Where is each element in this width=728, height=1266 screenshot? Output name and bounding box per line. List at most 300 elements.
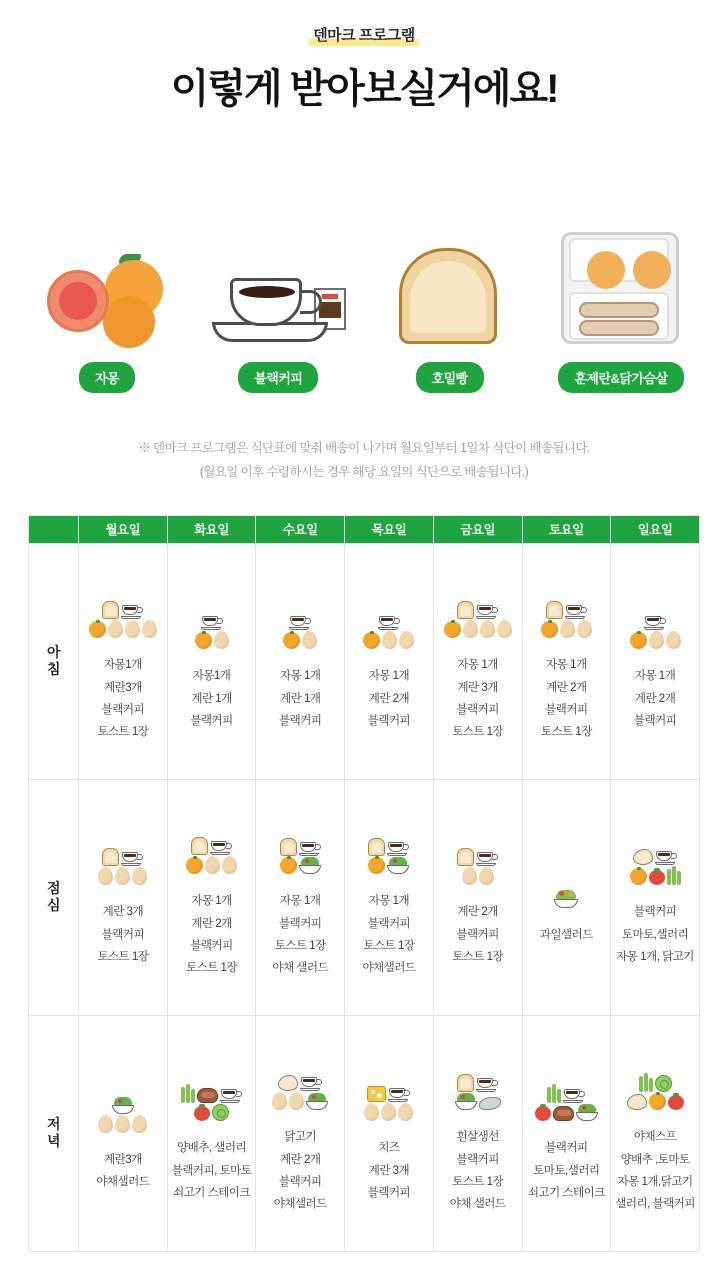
meal-icon-row <box>444 620 512 638</box>
meal-icon-group <box>347 587 431 649</box>
meal-item: 자몽1개 <box>103 659 142 672</box>
orange-icon <box>280 857 297 874</box>
toast-icon <box>368 838 385 856</box>
meal-item-list <box>347 1137 431 1204</box>
meal-cell <box>256 543 345 779</box>
meal-icon-row <box>644 615 666 630</box>
cup-icon <box>476 1077 498 1092</box>
meal-item: 샐러리, 블랙커피 <box>615 1198 695 1211</box>
meal-icon-group <box>170 587 254 649</box>
meal-item: 블랙커피 <box>367 1187 411 1200</box>
meal-item: 블랙커피 <box>367 917 411 930</box>
meal-item: 블랙커피 <box>545 704 588 716</box>
meal-cell <box>79 779 168 1015</box>
day-header-mon: 월요일 <box>79 515 168 543</box>
meal-item: 계란 2개 <box>546 681 587 694</box>
orange-icon <box>283 632 300 649</box>
meal-icon-row <box>554 890 578 908</box>
egg-icon <box>577 620 592 638</box>
egg-icon <box>125 620 140 638</box>
meal-item: 블랙커피 <box>101 928 145 941</box>
meal-icon-row <box>639 1073 672 1092</box>
cup-icon <box>220 1088 242 1103</box>
meal-icon-group <box>81 576 165 638</box>
meal-icon-row <box>102 848 143 866</box>
meal-icon-row <box>283 631 317 649</box>
notice-line-1: ※ 덴마크 프로그램은 식단표에 맞춰 배송이 나가며 월요일부터 1일차 식단이 배송됩니다. <box>138 441 590 455</box>
meal-cell <box>167 1015 256 1251</box>
meal-item-list <box>525 654 609 744</box>
meal-cell <box>345 543 434 779</box>
meal-label-breakfast: 아 침 <box>29 543 79 779</box>
cup-icon <box>565 604 587 619</box>
meal-icon-group <box>525 576 609 638</box>
meal-icon-row <box>102 601 143 619</box>
meal-icon-group <box>258 587 342 649</box>
meal-item: 블랙커피 <box>279 917 322 930</box>
meal-item-list <box>613 1126 697 1216</box>
meal-icon-row <box>547 1084 585 1103</box>
egg-icon <box>497 620 512 638</box>
food-item-smoked-egg-chicken <box>546 218 696 393</box>
meal-item: 토마토,샐러리 <box>621 928 689 941</box>
day-header-sun: 일요일 <box>611 515 700 543</box>
meal-item-list <box>258 665 342 732</box>
meal-item: 블랙커피 <box>279 1176 322 1188</box>
cabbage-icon <box>212 1104 229 1121</box>
tomato-icon <box>668 1095 684 1110</box>
egg-icon <box>560 620 575 638</box>
meal-icon-row <box>368 838 409 856</box>
day-header-tue: 화요일 <box>167 515 256 543</box>
meal-icon-row <box>455 1093 501 1110</box>
food-item-grapefruit <box>32 218 182 393</box>
meal-item: 토스트 1장 <box>540 726 592 739</box>
chicken-icon <box>278 1075 298 1091</box>
meal-item: 계란3개 <box>103 1153 142 1166</box>
meal-icon-row <box>98 867 147 885</box>
orange-icon <box>186 857 203 874</box>
cup-icon <box>299 841 321 856</box>
page-title: 이렇게 받아보실거에요! <box>170 67 558 111</box>
orange-icon <box>630 632 647 649</box>
toast-icon <box>280 838 297 856</box>
cup-icon <box>476 604 498 619</box>
meal-item: 자몽 1개 <box>368 895 410 908</box>
meal-item: 계란 2개 <box>634 692 676 705</box>
egg-icon <box>649 631 664 649</box>
meal-item: 계란3개 <box>103 681 142 694</box>
meal-icon-group <box>347 1059 431 1121</box>
food-item-rye-bread <box>375 218 525 393</box>
meal-cell <box>167 779 256 1015</box>
meal-icon-row <box>541 620 592 638</box>
meal-item: 자몽 1개 <box>634 670 676 683</box>
meal-item-list <box>613 901 697 968</box>
salad-icon <box>299 857 321 874</box>
meal-icon-row <box>280 838 321 856</box>
table-body <box>29 543 700 1251</box>
meal-cell <box>433 779 522 1015</box>
meal-cell <box>167 543 256 779</box>
cup-icon <box>121 604 143 619</box>
orange-icon <box>444 621 461 638</box>
meal-cell <box>611 1015 700 1251</box>
meal-item: 치즈 <box>378 1142 400 1155</box>
egg-icon <box>214 631 229 649</box>
cup-icon <box>201 615 223 630</box>
meal-item: 양배추 ,토마토 <box>620 1153 690 1166</box>
meal-icon-row <box>272 1092 328 1110</box>
meal-item: 블랙커피 <box>633 715 677 728</box>
table-row-breakfast <box>29 543 700 779</box>
tomato-icon <box>194 1106 210 1121</box>
meal-icon-row <box>194 1104 229 1121</box>
food-label: 자몽 <box>79 362 135 393</box>
cup-icon <box>210 840 232 855</box>
meal-item: 닭고기 <box>284 1131 317 1144</box>
cup-icon <box>388 1087 410 1102</box>
egg-icon <box>142 620 157 638</box>
meal-icon-group <box>170 812 254 874</box>
meal-item-list <box>436 1126 520 1216</box>
food-label: 훈제란&닭가슴살 <box>558 362 683 393</box>
meal-icon-group <box>613 1048 697 1110</box>
meal-icon-group <box>436 576 520 638</box>
meal-cell <box>611 779 700 1015</box>
food-label: 호밀빵 <box>416 362 484 393</box>
meal-item: 자몽 1개,닭고기 <box>617 1176 693 1188</box>
lunchbox-icon <box>546 218 696 348</box>
meal-icon-row <box>457 848 498 866</box>
chicken-icon <box>627 1094 647 1110</box>
meal-item: 토스트 1장 <box>274 940 326 952</box>
meal-item: 계란 2개 <box>280 1153 321 1166</box>
meal-item: 야채스프 <box>633 1131 677 1144</box>
meal-item: 토마토,샐러리 <box>533 1164 600 1177</box>
meal-icon-row <box>367 1086 410 1102</box>
meal-cell <box>522 543 611 779</box>
toast-icon <box>457 848 474 866</box>
meal-icon-row <box>633 849 677 865</box>
toast-icon <box>191 837 208 855</box>
meal-item-list <box>347 890 431 980</box>
steak-icon <box>197 1088 218 1103</box>
meal-icon-row <box>546 601 587 619</box>
cup-icon <box>563 1088 585 1103</box>
meal-icon-row <box>364 1103 413 1121</box>
meal-item: 계란 2개 <box>191 917 232 930</box>
meal-item-list <box>347 665 431 732</box>
egg-icon <box>289 1092 304 1110</box>
meal-item: 과일샐러드 <box>539 928 593 941</box>
cup-icon <box>289 615 311 630</box>
meal-item: 자몽 1개 <box>546 659 587 672</box>
meal-icon-group <box>81 1071 165 1133</box>
meal-cell <box>611 543 700 779</box>
meal-item-list <box>81 901 165 968</box>
meal-icon-group <box>436 1048 520 1110</box>
orange-icon <box>541 621 558 638</box>
meal-icon-row <box>535 1104 598 1121</box>
cup-icon <box>476 851 498 866</box>
egg-icon <box>132 867 147 885</box>
meal-icon-row <box>368 857 409 874</box>
cup-icon <box>378 615 400 630</box>
meal-item: 블랙커피 <box>633 906 677 919</box>
schedule-table-wrap <box>28 515 700 1252</box>
meal-item-list <box>170 1137 254 1204</box>
meal-icon-group <box>613 587 697 649</box>
toast-icon <box>546 601 563 619</box>
meal-item: 블랙커피 <box>456 704 499 716</box>
meal-item-list <box>258 890 342 980</box>
grapefruit-icon <box>32 218 182 348</box>
cup-icon <box>655 850 677 865</box>
meal-cell <box>256 779 345 1015</box>
meal-item-list <box>525 924 609 946</box>
egg-icon <box>98 1115 113 1133</box>
orange-icon <box>89 621 106 638</box>
weekly-meal-table <box>28 515 700 1252</box>
meal-icon-row <box>457 601 498 619</box>
meal-icon-row <box>98 1115 147 1133</box>
meal-item: 자몽 1개 <box>368 670 410 683</box>
meal-icon-row <box>112 1097 134 1114</box>
meal-icon-row <box>378 615 400 630</box>
orange-icon <box>195 632 212 649</box>
meal-item: 야채 샐러드 <box>272 962 329 975</box>
meal-item: 블랙커피 <box>545 1142 588 1155</box>
meal-label-lunch: 점 심 <box>29 779 79 1015</box>
salad-icon <box>576 1104 598 1121</box>
fish-icon <box>479 1097 501 1110</box>
meal-item: 야채샐러드 <box>96 1176 150 1188</box>
meal-item: 쇠고기 스테이크 <box>527 1187 605 1200</box>
meal-icon-group <box>347 812 431 874</box>
cheese-icon <box>367 1086 386 1102</box>
meal-item: 자몽1개 <box>192 670 231 683</box>
meal-item-list <box>436 901 520 968</box>
egg-icon <box>463 620 478 638</box>
tomato-icon <box>649 870 665 885</box>
meal-icon-row <box>278 1075 322 1091</box>
egg-icon <box>382 631 397 649</box>
meal-item-list <box>613 665 697 732</box>
toast-icon <box>102 601 119 619</box>
meal-icon-row <box>630 631 681 649</box>
meal-cell <box>79 543 168 779</box>
cup-icon <box>300 1076 322 1091</box>
meal-item: 토스트 1장 <box>363 940 415 952</box>
meal-icon-group <box>170 1059 254 1121</box>
orange-icon <box>649 1093 666 1110</box>
meal-item: 블랙커피 <box>279 715 322 728</box>
meal-cell <box>522 1015 611 1251</box>
meal-item: 야채샐러드 <box>273 1198 327 1211</box>
meal-cell <box>522 779 611 1015</box>
meal-item: 토스트 1장 <box>452 1176 504 1188</box>
meal-item: 계란 3개 <box>102 906 144 919</box>
meal-item-list <box>436 654 520 744</box>
meal-item: 자몽 1개, 닭고기 <box>616 951 694 964</box>
food-item-black-coffee <box>203 218 353 393</box>
meal-icon-row <box>289 615 311 630</box>
meal-item: 자몽 1개 <box>280 895 321 908</box>
meal-item: 토스트 1장 <box>186 962 238 975</box>
meal-icon-group <box>525 846 609 908</box>
meal-icon-group <box>258 1048 342 1110</box>
meal-icon-row <box>462 867 494 885</box>
meal-item: 블랙커피 <box>190 940 233 952</box>
egg-icon <box>205 856 220 874</box>
day-header-fri: 금요일 <box>433 515 522 543</box>
meal-item: 계란 3개 <box>368 1164 410 1177</box>
table-row-lunch <box>29 779 700 1015</box>
cup-icon <box>121 851 143 866</box>
black-coffee-icon <box>203 218 353 348</box>
celery-icon <box>547 1084 561 1103</box>
egg-icon <box>462 867 477 885</box>
egg-icon <box>132 1115 147 1133</box>
egg-icon <box>480 620 495 638</box>
cup-icon <box>387 841 409 856</box>
egg-icon <box>115 1115 130 1133</box>
cabbage-icon <box>655 1075 672 1092</box>
day-header-wed: 수요일 <box>256 515 345 543</box>
meal-item: 계란 2개 <box>457 906 498 919</box>
meal-item: 계란 3개 <box>457 681 498 694</box>
meal-item: 토스트 1장 <box>452 726 504 739</box>
meal-item: 블랙커피, 토마토 <box>171 1164 252 1177</box>
notice-line-2: (월요일 이후 수령하시는 경우 해당 요일의 식단으로 배송됩니다.) <box>199 464 529 479</box>
meal-icon-row <box>191 837 232 855</box>
meal-icon-row <box>627 1093 684 1110</box>
toast-icon <box>102 848 119 866</box>
salad-icon <box>112 1097 134 1114</box>
egg-icon <box>381 1103 396 1121</box>
meal-item: 토스트 1장 <box>97 951 149 964</box>
eyebrow-badge <box>309 24 419 47</box>
meal-icon-row <box>201 615 223 630</box>
salad-icon <box>306 1093 328 1110</box>
orange-icon <box>363 632 380 649</box>
meal-item-list <box>81 654 165 744</box>
table-header-row <box>29 515 700 543</box>
meal-item: 블랙커피 <box>456 1153 499 1166</box>
steak-icon <box>553 1106 574 1121</box>
meal-item: 쇠고기 스테이크 <box>173 1187 251 1200</box>
egg-icon <box>302 631 317 649</box>
meal-cell <box>256 1015 345 1251</box>
meal-icon-group <box>258 812 342 874</box>
meal-item-list <box>81 1149 165 1194</box>
fruitsalad-icon <box>554 890 578 908</box>
meal-item: 흰살생선 <box>456 1131 499 1144</box>
meal-icon-group <box>81 823 165 885</box>
meal-icon-group <box>436 823 520 885</box>
meal-item: 토스트 1장 <box>97 726 149 739</box>
celery-icon <box>639 1073 653 1092</box>
meal-item: 블랙커피 <box>367 715 411 728</box>
meal-item: 자몽 1개 <box>457 659 498 672</box>
meal-icon-row <box>181 1084 242 1103</box>
salad-icon <box>455 1093 477 1110</box>
table-row-dinner <box>29 1015 700 1251</box>
meal-item: 블랙커피 <box>190 715 233 728</box>
meal-item: 야채 샐러드 <box>449 1198 506 1211</box>
meal-item-list <box>525 1137 609 1204</box>
meal-icon-row <box>280 857 321 874</box>
salad-icon <box>387 857 409 874</box>
meal-item: 블랙커피 <box>456 928 499 941</box>
orange-icon <box>630 868 647 885</box>
meal-item-list <box>170 665 254 732</box>
meal-item: 자몽 1개 <box>280 670 321 683</box>
egg-icon <box>666 631 681 649</box>
egg-icon <box>272 1092 287 1110</box>
egg-icon <box>399 631 414 649</box>
toast-icon <box>457 1074 474 1092</box>
cup-icon <box>644 615 666 630</box>
meal-label-dinner: 저 녁 <box>29 1015 79 1251</box>
meal-cell <box>433 1015 522 1251</box>
meal-cell <box>345 1015 434 1251</box>
meal-icon-group <box>525 1059 609 1121</box>
meal-icon-row <box>363 631 414 649</box>
celery-icon <box>667 866 681 885</box>
meal-cell <box>433 543 522 779</box>
meal-cell <box>345 779 434 1015</box>
tomato-icon <box>535 1106 551 1121</box>
table-head <box>29 515 700 543</box>
food-label: 블랙커피 <box>238 362 318 393</box>
orange-icon <box>368 857 385 874</box>
table-corner-cell <box>29 515 79 543</box>
meal-cell <box>79 1015 168 1251</box>
rye-bread-icon <box>375 218 525 348</box>
egg-icon <box>222 856 237 874</box>
header <box>0 0 728 114</box>
meal-item: 계란 1개 <box>280 692 321 705</box>
meal-item: 계란 1개 <box>191 692 232 705</box>
meal-icon-row <box>89 620 157 638</box>
delivery-notice <box>0 437 728 485</box>
egg-icon <box>479 867 494 885</box>
meal-item-list <box>170 890 254 980</box>
egg-icon <box>108 620 123 638</box>
meal-item: 블랙커피 <box>101 704 145 716</box>
day-header-sat: 토요일 <box>522 515 611 543</box>
toast-icon <box>457 601 474 619</box>
celery-icon <box>181 1084 195 1103</box>
food-showcase <box>0 218 728 393</box>
egg-icon <box>398 1103 413 1121</box>
meal-icon-row <box>457 1074 498 1092</box>
meal-item-list <box>258 1126 342 1216</box>
meal-item: 양배추, 샐러리 <box>177 1142 247 1155</box>
meal-item: 계란 2개 <box>368 692 410 705</box>
meal-item: 야채샐러드 <box>362 962 416 975</box>
meal-icon-row <box>186 856 237 874</box>
day-header-thu: 목요일 <box>345 515 434 543</box>
egg-icon <box>364 1103 379 1121</box>
meal-item: 자몽 1개 <box>191 895 232 908</box>
eyebrow-text: 덴마크 프로그램 <box>313 27 415 44</box>
meal-icon-row <box>195 631 229 649</box>
meal-icon-group <box>613 823 697 885</box>
egg-icon <box>115 867 130 885</box>
